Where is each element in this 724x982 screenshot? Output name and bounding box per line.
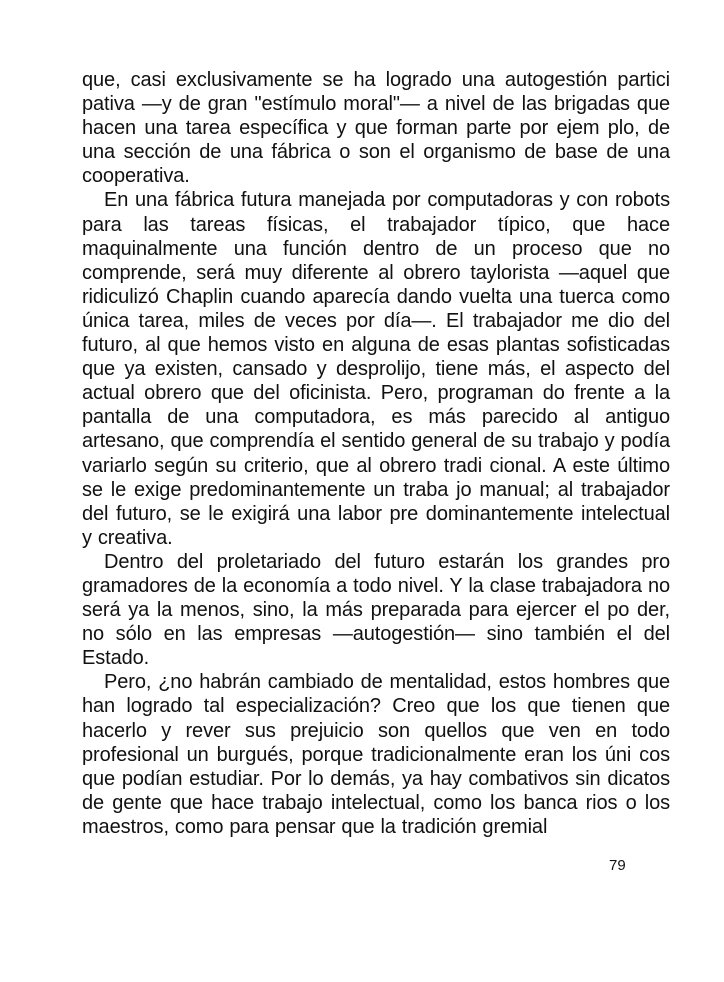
paragraph-1: que, casi exclusivamente se ha logrado una autogestión partici pativa —y de gran "estímulo moral"— a nivel de las brigadas que hacen una tarea específica y que forman parte por ejem plo, de una sección de una fábrica o son el organismo de base de una cooperativa. (82, 69, 670, 188)
paragraph-2: En una fábrica futura manejada por computadoras y con robots para las tareas físicas, el trabajador típico, que hace maquinalmente una función dentro de un proceso que no comprende, será muy diferente al obrero taylorista —aquel que ridiculizó Chaplin cuando aparecía dando vuelta una tuerca como única tarea, miles de veces por día—. El trabajador me dio del futuro, al que hemos visto en alguna de esas plantas sofisticadas que ya existen, cansado y desprolijo, tiene más, el aspecto del actual obrero que del oficinista. Pero, programan do frente a la pantalla de una computadora, es más parecido al antiguo artesano, que comprendía el sentido general de su trabajo y podía variarlo según su criterio, que al obrero tradi cional. A este último se le exige predominantemente un traba jo manual; al trabajador del futuro, se le exigirá una labor pre dominantemente intelectual y creativa. (82, 189, 670, 549)
body-text (82, 68, 670, 839)
paragraph-4: Pero, ¿no habrán cambiado de mentalidad, estos hombres que han logrado tal especialización? Creo que los que tienen que hacerlo y rever sus prejuicio son quellos que ven en todo profesional un burgués, porque tradicionalmente eran los úni cos que podían estudiar. Por lo demás, ya hay combativos sin dicatos de gente que hace trabajo intelectual, como los banca rios o los maestros, como para pensar que la tradición gremial (82, 671, 670, 838)
paragraph-3: Dentro del proletariado del futuro estarán los grandes pro gramadores de la economía a todo nivel. Y la clase trabajadora no será ya la menos, sino, la más preparada para ejercer el po der, no sólo en las empresas —autogestión— sino también el del Estado. (82, 550, 670, 670)
page-number: 79 (609, 857, 626, 874)
